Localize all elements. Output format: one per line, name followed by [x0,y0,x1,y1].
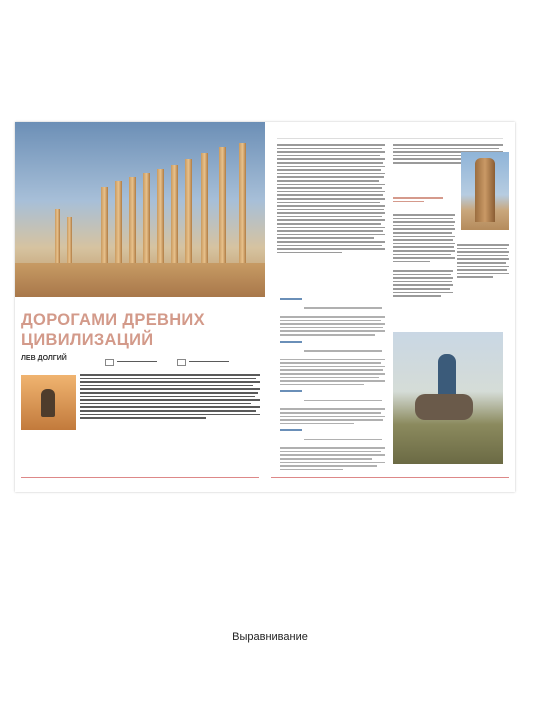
caption: Выравнивание [232,631,308,643]
author-email[interactable] [105,359,157,366]
running-header [277,131,503,139]
right-column-2-mid [393,214,455,264]
right-column-3 [457,244,509,280]
tower-ruin-photo [461,152,509,230]
ruins-hero-photo [15,122,265,297]
highlights-list [280,298,385,428]
author-website[interactable] [177,359,229,366]
web-icon [177,359,186,366]
right-column-1 [277,144,385,255]
author-photo [21,375,76,430]
section-subheading [393,197,455,204]
boy-on-donkey-photo [393,332,503,464]
right-page [265,122,515,492]
article-title: ДОРОГАМИ ДРЕВНИХ ЦИВИЛИЗАЦИЙ [21,311,205,349]
left-footer [21,477,259,486]
left-page [15,122,266,492]
intro-text [80,374,260,421]
author-name: ЛЕВ ДОЛГИЙ [21,355,67,362]
right-column-2-bottom [393,270,453,299]
mail-icon [105,359,114,366]
right-footer [271,477,509,486]
magazine-spread [15,122,515,492]
